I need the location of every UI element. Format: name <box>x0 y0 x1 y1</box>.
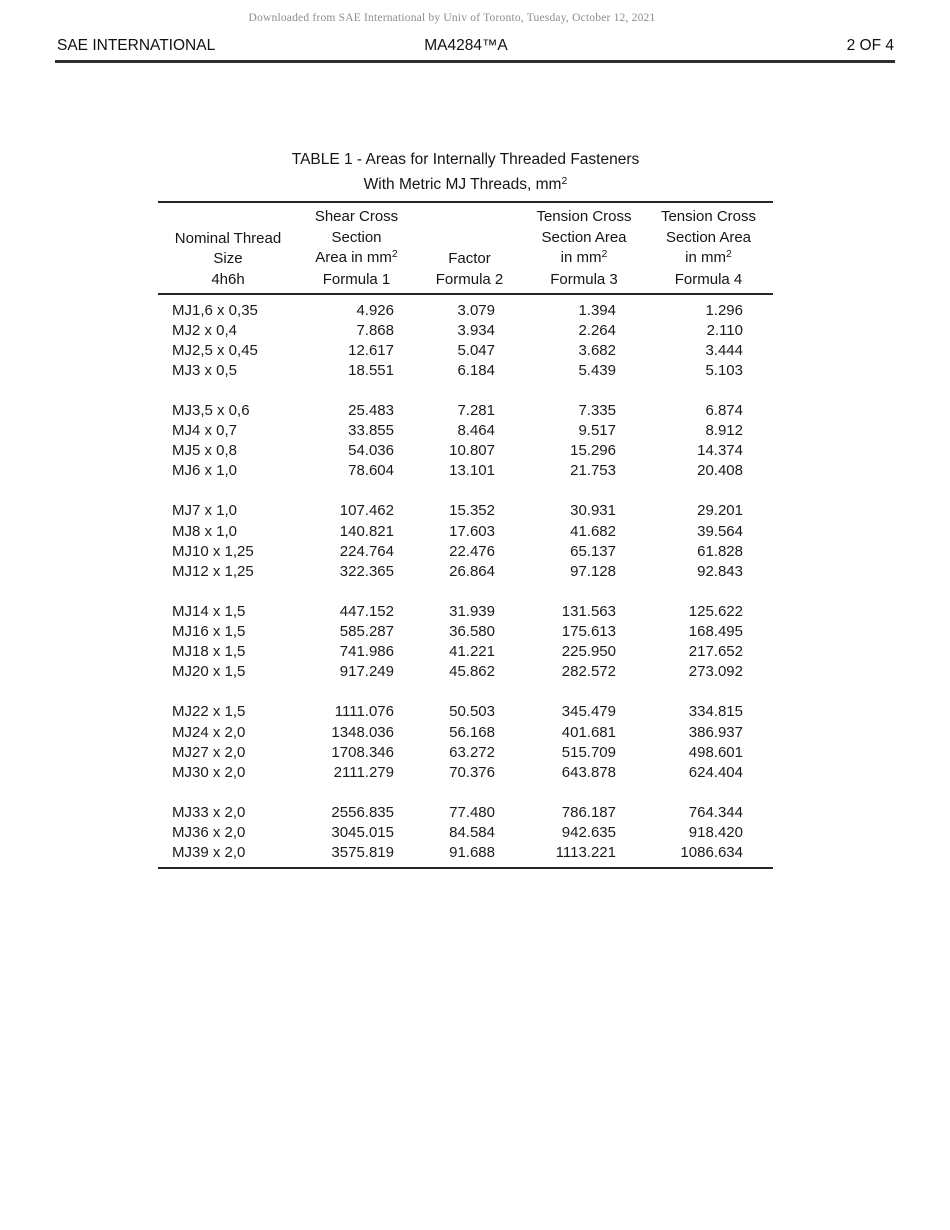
thread-size-cell: MJ3,5 x 0,6 <box>172 402 250 420</box>
value-cell: 2111.279 <box>333 763 394 781</box>
column-header-tension-cross-section-formula-3 <box>524 207 644 290</box>
thread-size-cell: MJ36 x 2,0 <box>172 823 246 841</box>
value-cell: 2.110 <box>706 321 743 339</box>
thread-size-cell: MJ1,6 x 0,35 <box>172 301 258 319</box>
value-cell: 30.931 <box>570 502 616 520</box>
value-cell: 3.079 <box>457 301 495 319</box>
value-cell: 9.517 <box>578 422 616 440</box>
table-row <box>158 662 773 682</box>
thread-size-cell: MJ24 x 2,0 <box>172 723 246 741</box>
value-cell: 1086.634 <box>680 844 743 862</box>
value-cell: 741.986 <box>339 643 394 661</box>
value-cell: 175.613 <box>561 623 616 641</box>
value-cell: 6.184 <box>457 361 495 379</box>
table-title <box>158 147 773 199</box>
value-cell: 7.335 <box>578 402 616 420</box>
thread-size-cell: MJ39 x 2,0 <box>172 844 246 862</box>
superscript-2: 2 <box>726 248 732 260</box>
thread-size-cell: MJ6 x 1,0 <box>172 462 238 480</box>
value-cell: 282.572 <box>561 663 616 681</box>
value-cell: 78.604 <box>348 462 394 480</box>
value-cell: 84.584 <box>449 823 495 841</box>
value-cell: 36.580 <box>449 623 495 641</box>
group-gap <box>158 782 773 802</box>
value-cell: 65.137 <box>570 542 616 560</box>
value-cell: 8.912 <box>705 422 743 440</box>
column-header-line: Formula 4 <box>674 270 743 288</box>
table-row <box>158 360 773 380</box>
column-header-line: Nominal Thread <box>174 229 282 247</box>
value-cell: 20.408 <box>697 462 743 480</box>
value-cell: 942.635 <box>561 823 616 841</box>
value-cell: 3.682 <box>578 341 616 359</box>
thread-size-cell: MJ7 x 1,0 <box>172 502 238 520</box>
value-cell: 918.420 <box>688 823 743 841</box>
column-header-line: Section Area <box>541 228 627 246</box>
value-cell: 25.483 <box>348 402 394 420</box>
value-cell: 77.480 <box>449 803 495 821</box>
value-cell: 15.296 <box>570 442 616 460</box>
value-cell: 3.444 <box>705 341 743 359</box>
table-row <box>158 843 773 863</box>
value-cell: 18.551 <box>348 361 394 379</box>
value-cell: 917.249 <box>339 663 394 681</box>
table-row <box>158 561 773 581</box>
value-cell: 2556.835 <box>331 803 394 821</box>
value-cell: 3045.015 <box>331 823 394 841</box>
value-cell: 225.950 <box>561 643 616 661</box>
value-cell: 386.937 <box>688 723 743 741</box>
value-cell: 401.681 <box>561 723 616 741</box>
superscript-2: 2 <box>561 175 568 187</box>
table-row <box>158 762 773 782</box>
value-cell: 585.287 <box>339 623 394 641</box>
group-gap <box>158 380 773 400</box>
value-cell: 140.821 <box>339 522 394 540</box>
table-title-line1: TABLE 1 - Areas for Internally Threaded Fasteners <box>291 151 640 168</box>
table-row <box>158 461 773 481</box>
column-header-line: in $mm^2$ <box>560 248 608 266</box>
thread-size-cell: MJ2,5 x 0,45 <box>172 341 258 359</box>
group-gap <box>158 481 773 501</box>
value-cell: 217.652 <box>688 643 743 661</box>
column-header-line: Tension Cross <box>536 208 632 225</box>
table-row <box>158 722 773 742</box>
table-row <box>158 822 773 842</box>
thread-size-cell: MJ33 x 2,0 <box>172 803 246 821</box>
value-cell: 1113.221 <box>555 844 616 862</box>
page-number: 2 OF 4 <box>846 37 894 54</box>
column-header-line: Section <box>331 228 382 246</box>
value-cell: 63.272 <box>449 743 495 761</box>
value-cell: 1.394 <box>578 301 616 319</box>
table-row <box>158 702 773 722</box>
value-cell: 4.926 <box>356 301 394 319</box>
value-cell: 70.376 <box>449 763 495 781</box>
value-cell: 2.264 <box>578 321 616 339</box>
value-cell: 54.036 <box>348 442 394 460</box>
value-cell: 91.688 <box>449 844 495 862</box>
value-cell: 7.868 <box>356 321 394 339</box>
document-number: MA4284™A <box>424 37 508 54</box>
table-body <box>158 295 773 869</box>
thread-size-cell: MJ30 x 2,0 <box>172 763 246 781</box>
thread-size-cell: MJ12 x 1,25 <box>172 562 254 580</box>
publisher-name: SAE INTERNATIONAL <box>57 37 216 54</box>
group-gap <box>158 682 773 702</box>
table-row <box>158 400 773 420</box>
value-cell: 447.152 <box>339 602 394 620</box>
column-header-tension-cross-section-formula-4 <box>644 207 773 290</box>
column-header-line: Formula 2 <box>435 270 504 288</box>
column-header-line: Size <box>213 250 243 267</box>
thread-size-cell: MJ2 x 0,4 <box>172 321 238 339</box>
table-header-row <box>158 201 773 295</box>
thread-size-cell: MJ4 x 0,7 <box>172 422 238 440</box>
value-cell: 31.939 <box>449 602 495 620</box>
value-cell: 515.709 <box>561 743 616 761</box>
value-cell: 7.281 <box>457 402 495 420</box>
value-cell: 15.352 <box>449 502 495 520</box>
value-cell: 21.753 <box>570 462 616 480</box>
value-cell: 498.601 <box>688 743 743 761</box>
column-header-line: Section Area <box>665 228 752 246</box>
value-cell: 97.128 <box>570 562 616 580</box>
column-header-line: Tension Cross <box>660 208 757 225</box>
column-header-line: Formula 3 <box>550 270 618 288</box>
value-cell: 1708.346 <box>331 743 394 761</box>
thread-size-cell: MJ16 x 1,5 <box>172 623 246 641</box>
table-1 <box>158 147 773 869</box>
value-cell: 33.855 <box>348 422 394 440</box>
value-cell: 61.828 <box>697 542 743 560</box>
thread-size-cell: MJ22 x 1,5 <box>172 703 246 721</box>
value-cell: 764.344 <box>688 803 743 821</box>
value-cell: 5.103 <box>705 361 743 379</box>
table-row <box>158 601 773 621</box>
value-cell: 1348.036 <box>331 723 394 741</box>
value-cell: 41.221 <box>449 643 495 661</box>
column-header-factor-formula-2 <box>415 249 524 290</box>
value-cell: 12.617 <box>348 341 394 359</box>
value-cell: 786.187 <box>561 803 616 821</box>
value-cell: 13.101 <box>449 462 495 480</box>
thread-size-cell: MJ5 x 0,8 <box>172 442 238 460</box>
table-row <box>158 742 773 762</box>
value-cell: 41.682 <box>570 522 616 540</box>
table-row <box>158 622 773 642</box>
value-cell: 56.168 <box>449 723 495 741</box>
thread-size-cell: MJ3 x 0,5 <box>172 361 238 379</box>
value-cell: 22.476 <box>449 542 495 560</box>
value-cell: 345.479 <box>561 703 616 721</box>
value-cell: 39.564 <box>697 522 743 540</box>
value-cell: 5.439 <box>578 361 616 379</box>
value-cell: 6.874 <box>705 402 743 420</box>
value-cell: 50.503 <box>449 703 495 721</box>
thread-size-cell: MJ8 x 1,0 <box>172 522 238 540</box>
value-cell: 26.864 <box>449 562 495 580</box>
table-row <box>158 642 773 662</box>
value-cell: 1.296 <box>705 301 743 319</box>
table-row <box>158 501 773 521</box>
download-notice: Downloaded from SAE International by Univ of Toronto, Tuesday, October 12, 2021 <box>248 12 656 24</box>
value-cell: 17.603 <box>449 522 495 540</box>
value-cell: 5.047 <box>457 341 495 359</box>
page-header <box>55 36 895 63</box>
column-header-line: Formula 1 <box>322 270 391 288</box>
table-row <box>158 541 773 561</box>
table-row <box>158 802 773 822</box>
table-row <box>158 421 773 441</box>
value-cell: 3575.819 <box>331 844 394 862</box>
table-row <box>158 441 773 461</box>
value-cell: 168.495 <box>688 623 743 641</box>
thread-size-cell: MJ27 x 2,0 <box>172 743 246 761</box>
column-header-nominal-thread-size <box>158 229 298 291</box>
table-row <box>158 300 773 320</box>
value-cell: 1111.076 <box>334 703 394 721</box>
value-cell: 224.764 <box>339 542 394 560</box>
column-header-shear-cross-section-formula-1 <box>298 207 415 290</box>
value-cell: 8.464 <box>457 422 495 440</box>
column-header-line: Shear Cross <box>314 208 399 225</box>
table-row <box>158 320 773 340</box>
value-cell: 125.622 <box>688 602 743 620</box>
value-cell: 3.934 <box>457 321 495 339</box>
thread-size-cell: MJ14 x 1,5 <box>172 602 246 620</box>
value-cell: 334.815 <box>688 703 743 721</box>
group-gap <box>158 581 773 601</box>
column-header-line: Area in $mm^2$ <box>315 248 398 266</box>
value-cell: 624.404 <box>688 763 743 781</box>
table-title-line2: With Metric MJ Threads, $mm^2$ <box>363 175 568 193</box>
value-cell: 643.878 <box>561 763 616 781</box>
value-cell: 14.374 <box>697 442 743 460</box>
value-cell: 107.462 <box>339 502 394 520</box>
value-cell: 29.201 <box>697 502 743 520</box>
value-cell: 45.862 <box>449 663 495 681</box>
column-header-line: in $mm^2$ <box>685 248 732 266</box>
superscript-2: 2 <box>601 248 608 260</box>
value-cell: 92.843 <box>697 562 743 580</box>
table-row <box>158 521 773 541</box>
value-cell: 273.092 <box>688 663 743 681</box>
value-cell: 322.365 <box>339 562 394 580</box>
table-row <box>158 340 773 360</box>
thread-size-cell: MJ20 x 1,5 <box>172 663 246 681</box>
superscript-2: 2 <box>391 248 398 260</box>
thread-size-cell: MJ10 x 1,25 <box>172 542 254 560</box>
value-cell: 10.807 <box>449 442 495 460</box>
value-cell: 131.563 <box>561 602 616 620</box>
thread-size-cell: MJ18 x 1,5 <box>172 643 246 661</box>
column-header-line: 4h6h <box>211 270 245 288</box>
column-header-line: Factor <box>448 250 491 267</box>
